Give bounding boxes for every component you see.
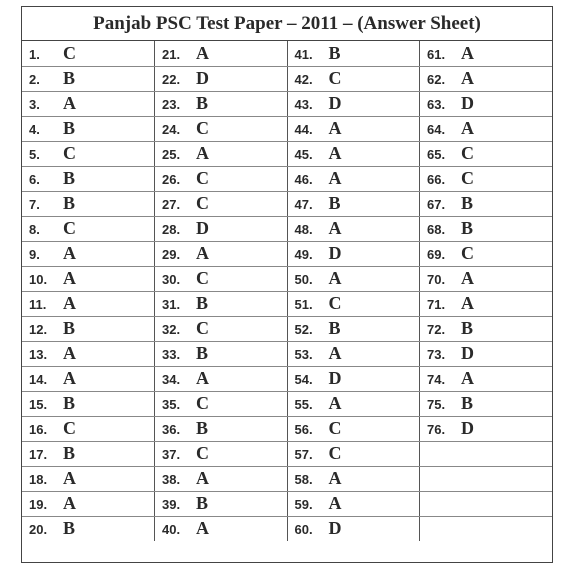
answer-letter: B <box>63 68 76 88</box>
question-number: 49. <box>294 247 313 262</box>
question-number: 14. <box>29 372 48 387</box>
question-number: 75. <box>427 397 446 412</box>
answer-cell <box>420 266 553 291</box>
question-number: 28. <box>162 222 181 237</box>
question-number: 13. <box>29 347 48 362</box>
question-number: 26. <box>162 172 181 187</box>
page-title: Panjab PSC Test Paper – 2011 – (Answer Sheet) <box>22 7 552 41</box>
question-number: 6. <box>29 172 40 187</box>
answer-cell <box>22 291 155 316</box>
answer-cell <box>22 41 155 66</box>
question-number: 46. <box>294 172 313 187</box>
answer-cell <box>22 266 155 291</box>
answer-cell <box>420 516 553 541</box>
answer-letter: C <box>196 168 209 188</box>
question-number: 69. <box>427 247 446 262</box>
answer-letter: B <box>461 218 474 238</box>
answer-letter: B <box>63 168 76 188</box>
answer-letter: A <box>196 518 209 539</box>
answer-letter: A <box>328 468 342 488</box>
answer-letter: A <box>328 168 342 188</box>
question-number: 24. <box>162 122 181 137</box>
answer-cell <box>155 316 288 341</box>
answer-letter: B <box>461 193 474 213</box>
answer-letter: D <box>461 93 474 113</box>
answer-cell <box>420 291 553 316</box>
answer-cell <box>287 441 420 466</box>
answer-cell <box>287 241 420 266</box>
answer-letter: C <box>196 268 209 288</box>
answer-cell <box>155 391 288 416</box>
answer-table <box>22 41 552 541</box>
question-number: 5. <box>29 147 40 162</box>
answer-cell <box>22 491 155 516</box>
answer-letter: B <box>63 118 76 138</box>
question-number: 57. <box>294 447 313 462</box>
question-number: 32. <box>162 322 181 337</box>
answer-cell <box>420 41 553 66</box>
answer-cell <box>22 441 155 466</box>
question-number: 70. <box>427 272 446 287</box>
answer-letter: D <box>328 518 342 539</box>
answer-letter: A <box>196 143 209 163</box>
answer-cell <box>22 216 155 241</box>
answer-letter: C <box>328 293 342 313</box>
table-row <box>22 91 552 116</box>
answer-letter: A <box>461 118 474 138</box>
question-number: 8. <box>29 222 40 237</box>
answer-cell <box>155 341 288 366</box>
answer-cell <box>155 366 288 391</box>
question-number: 43. <box>294 97 313 112</box>
answer-letter: C <box>328 68 342 88</box>
question-number: 50. <box>294 272 313 287</box>
answer-cell <box>420 341 553 366</box>
answer-cell <box>420 366 553 391</box>
question-number: 40. <box>162 522 181 538</box>
question-number: 52. <box>294 322 313 337</box>
question-number: 58. <box>294 472 313 487</box>
answer-letter: A <box>63 368 76 388</box>
answer-letter: A <box>63 243 76 263</box>
table-row <box>22 491 552 516</box>
question-number: 36. <box>162 422 181 437</box>
answer-cell <box>22 66 155 91</box>
answer-letter: B <box>63 193 76 213</box>
answer-letter: B <box>461 393 474 413</box>
answer-letter: C <box>196 443 209 463</box>
answer-cell <box>22 366 155 391</box>
answer-letter: C <box>196 193 209 213</box>
question-number: 15. <box>29 397 48 412</box>
answer-cell <box>22 141 155 166</box>
answer-cell <box>420 191 553 216</box>
answer-cell <box>287 466 420 491</box>
question-number: 47. <box>294 197 313 212</box>
answer-sheet <box>21 6 553 563</box>
table-row <box>22 291 552 316</box>
answer-letter: B <box>196 93 209 113</box>
answer-cell <box>22 466 155 491</box>
answer-cell <box>22 516 155 541</box>
answer-letter: B <box>63 318 76 338</box>
answer-letter: B <box>328 42 341 63</box>
question-number: 33. <box>162 347 181 362</box>
answer-letter: B <box>63 443 76 463</box>
answer-letter: A <box>196 42 209 63</box>
question-number: 44. <box>294 122 313 137</box>
answer-cell <box>420 116 553 141</box>
answer-cell <box>22 166 155 191</box>
answer-letter: A <box>63 268 76 288</box>
answer-letter: C <box>328 418 342 438</box>
question-number: 74. <box>427 372 446 387</box>
table-row <box>22 216 552 241</box>
answer-cell <box>22 316 155 341</box>
answer-cell <box>420 316 553 341</box>
answer-cell <box>287 341 420 366</box>
question-number: 20. <box>29 522 48 538</box>
question-number: 31. <box>162 297 181 312</box>
answer-letter: C <box>461 143 474 163</box>
answer-letter: B <box>196 418 209 438</box>
answer-letter: A <box>63 293 76 313</box>
answer-cell <box>420 91 553 116</box>
answer-cell <box>22 416 155 441</box>
answer-cell <box>287 366 420 391</box>
question-number: 76. <box>427 422 446 437</box>
question-number: 16. <box>29 422 48 437</box>
answer-cell <box>155 291 288 316</box>
answer-cell <box>22 116 155 141</box>
answer-cell <box>155 516 288 541</box>
answer-letter: B <box>63 518 76 539</box>
table-row <box>22 416 552 441</box>
question-number: 1. <box>29 46 40 62</box>
answer-cell <box>287 266 420 291</box>
answer-cell <box>287 166 420 191</box>
question-number: 37. <box>162 447 181 462</box>
answer-letter: C <box>63 42 76 63</box>
answer-cell <box>287 116 420 141</box>
answer-letter: A <box>328 393 342 413</box>
question-number: 9. <box>29 247 40 262</box>
answer-cell <box>155 241 288 266</box>
answer-letter: A <box>196 243 209 263</box>
answer-cell <box>420 391 553 416</box>
answer-letter: A <box>196 468 209 488</box>
question-number: 42. <box>294 72 313 87</box>
question-number: 73. <box>427 347 446 362</box>
answer-cell <box>155 141 288 166</box>
answer-cell <box>287 141 420 166</box>
answer-letter: A <box>63 493 76 513</box>
question-number: 71. <box>427 297 446 312</box>
answer-letter: A <box>63 468 76 488</box>
answer-letter: A <box>328 143 342 163</box>
table-row <box>22 66 552 91</box>
answer-letter: C <box>461 168 474 188</box>
answer-cell <box>287 491 420 516</box>
table-row <box>22 241 552 266</box>
table-row <box>22 391 552 416</box>
answer-cell <box>155 91 288 116</box>
table-row <box>22 166 552 191</box>
answer-letter: D <box>328 243 342 263</box>
answer-letter: A <box>328 218 342 238</box>
answer-letter: A <box>328 493 342 513</box>
answer-cell <box>22 391 155 416</box>
answer-letter: C <box>63 218 76 238</box>
answer-cell <box>287 391 420 416</box>
answer-letter: C <box>196 118 209 138</box>
answer-cell <box>155 166 288 191</box>
question-number: 62. <box>427 72 446 87</box>
answer-cell <box>420 441 553 466</box>
question-number: 25. <box>162 147 181 162</box>
answer-letter: A <box>461 42 474 63</box>
answer-cell <box>420 166 553 191</box>
question-number: 7. <box>29 197 40 212</box>
answer-letter: A <box>196 368 209 388</box>
question-number: 65. <box>427 147 446 162</box>
question-number: 45. <box>294 147 313 162</box>
answer-letter: D <box>328 368 342 388</box>
question-number: 3. <box>29 97 40 112</box>
question-number: 56. <box>294 422 313 437</box>
answer-cell <box>155 216 288 241</box>
answer-letter: A <box>461 68 474 88</box>
answer-cell <box>287 191 420 216</box>
question-number: 39. <box>162 497 181 512</box>
answer-cell <box>155 441 288 466</box>
question-number: 55. <box>294 397 313 412</box>
question-number: 63. <box>427 97 446 112</box>
answer-letter: C <box>461 243 474 263</box>
answer-letter: B <box>63 393 76 413</box>
answer-letter: A <box>328 118 342 138</box>
answer-letter: D <box>196 68 209 88</box>
question-number: 35. <box>162 397 181 412</box>
answer-cell <box>155 116 288 141</box>
answer-letter: D <box>461 418 474 438</box>
question-number: 51. <box>294 297 313 312</box>
answer-cell <box>22 91 155 116</box>
answer-cell <box>287 516 420 541</box>
answer-cell <box>155 466 288 491</box>
table-row <box>22 516 552 541</box>
answer-letter: C <box>328 443 342 463</box>
answer-letter: D <box>196 218 209 238</box>
answer-letter: A <box>461 368 474 388</box>
table-row <box>22 316 552 341</box>
answer-cell <box>420 466 553 491</box>
table-row <box>22 441 552 466</box>
answer-letter: A <box>461 268 474 288</box>
answer-letter: C <box>63 143 76 163</box>
table-row <box>22 116 552 141</box>
question-number: 21. <box>162 46 181 62</box>
answer-cell <box>155 66 288 91</box>
question-number: 41. <box>294 46 313 62</box>
answer-table-body <box>22 41 552 541</box>
answer-cell <box>287 216 420 241</box>
answer-letter: A <box>328 343 342 363</box>
question-number: 67. <box>427 197 446 212</box>
table-row <box>22 141 552 166</box>
answer-cell <box>287 416 420 441</box>
answer-cell <box>155 416 288 441</box>
question-number: 29. <box>162 247 181 262</box>
answer-cell <box>287 66 420 91</box>
table-row <box>22 341 552 366</box>
answer-letter: A <box>328 268 342 288</box>
answer-letter: B <box>461 318 474 338</box>
answer-letter: B <box>196 343 209 363</box>
answer-letter: B <box>328 318 341 338</box>
table-row <box>22 466 552 491</box>
answer-cell <box>155 191 288 216</box>
question-number: 22. <box>162 72 181 87</box>
answer-cell <box>420 491 553 516</box>
answer-cell <box>22 341 155 366</box>
table-row <box>22 366 552 391</box>
answer-letter: B <box>196 493 209 513</box>
question-number: 10. <box>29 272 48 287</box>
question-number: 38. <box>162 472 181 487</box>
question-number: 30. <box>162 272 181 287</box>
question-number: 72. <box>427 322 446 337</box>
question-number: 23. <box>162 97 181 112</box>
question-number: 4. <box>29 122 40 137</box>
answer-letter: A <box>461 293 474 313</box>
question-number: 60. <box>294 522 313 538</box>
question-number: 34. <box>162 372 181 387</box>
answer-letter: B <box>196 293 209 313</box>
question-number: 18. <box>29 472 48 487</box>
answer-cell <box>420 141 553 166</box>
answer-letter: A <box>63 93 76 113</box>
answer-letter: D <box>328 93 342 113</box>
answer-cell <box>420 216 553 241</box>
answer-letter: C <box>63 418 76 438</box>
question-number: 68. <box>427 222 446 237</box>
question-number: 66. <box>427 172 446 187</box>
question-number: 64. <box>427 122 446 137</box>
answer-letter: C <box>196 393 209 413</box>
question-number: 61. <box>427 46 446 62</box>
question-number: 19. <box>29 497 48 512</box>
answer-cell <box>420 66 553 91</box>
answer-letter: D <box>461 343 474 363</box>
answer-cell <box>22 191 155 216</box>
answer-letter: C <box>196 318 209 338</box>
answer-cell <box>287 41 420 66</box>
question-number: 27. <box>162 197 181 212</box>
answer-cell <box>420 416 553 441</box>
answer-cell <box>287 291 420 316</box>
answer-cell <box>287 91 420 116</box>
question-number: 12. <box>29 322 48 337</box>
question-number: 17. <box>29 447 48 462</box>
table-row <box>22 41 552 66</box>
answer-letter: B <box>328 193 341 213</box>
answer-cell <box>22 241 155 266</box>
answer-cell <box>155 41 288 66</box>
answer-cell <box>420 241 553 266</box>
answer-cell <box>287 316 420 341</box>
answer-cell <box>155 491 288 516</box>
question-number: 48. <box>294 222 313 237</box>
table-row <box>22 191 552 216</box>
answer-letter: A <box>63 343 76 363</box>
question-number: 53. <box>294 347 313 362</box>
table-row <box>22 266 552 291</box>
answer-cell <box>155 266 288 291</box>
question-number: 2. <box>29 72 40 87</box>
question-number: 11. <box>29 297 47 312</box>
question-number: 54. <box>294 372 313 387</box>
question-number: 59. <box>294 497 313 512</box>
